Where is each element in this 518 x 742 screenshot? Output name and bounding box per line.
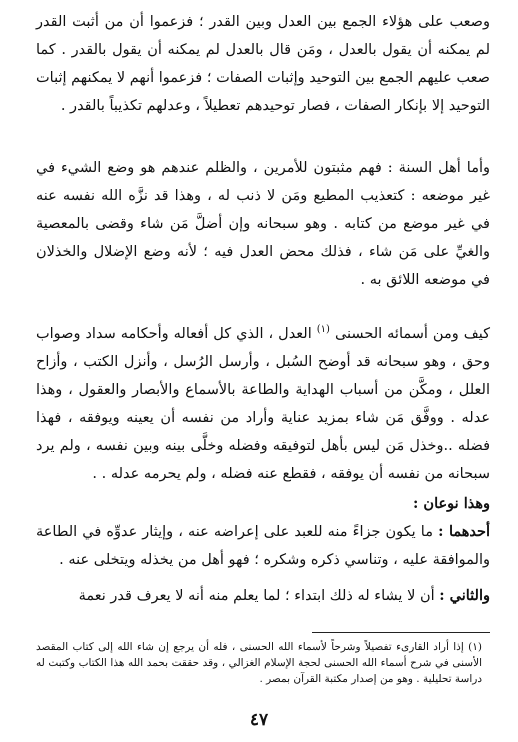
paragraph-6-lead: والثاني : [439, 587, 490, 604]
page-number: ٤٧ [249, 710, 269, 730]
footnote-reference: (١) [316, 324, 330, 335]
paragraph-6 [36, 582, 490, 610]
paragraph-5 [36, 518, 490, 574]
paragraph-3-start: كيف ومن أسمائه الحسنى [334, 325, 490, 342]
paragraph-5-text: ما يكون جزاءً منه للعبد على إعراضه عنه ، وإيثار عدوِّه في الطاعة والموافقة عليه ، وتناسي ذكره وشكره ؛ فهو أهل من يخذله ويتخلى عنه . [36, 524, 490, 568]
paragraph-3-rest: العدل ، الذي كل أفعاله وأحكامه سداد وصواب وحق ، وهو سبحانه قد أوضح السُبل ، وأرسل الرُسل ، وأنزل الكتب ، وأزاح العلل ، ومكَّن من أسباب الهداية والطاعة بالأسماع والأبصار والعقول ، وهذا عدله . ووفَّق مَن شاء بمزيد عناية وأراد من نفسه أن يعينه ويوفقه ، فهذا فضله ..وخذل مَن ليس بأهل لتوفيقه وفضله وخلَّى بينه وبين نفسه ، ولم يرد سبحانه من نفسه أن يوفقه ، فقطع عنه فضله ، ولم يحرمه عدله . . [36, 325, 490, 482]
paragraph-2: وأما أهل السنة : فهم مثبتون للأمرين ، والظلم عندهم هو وضع الشيء في غير موضعه : كتعذيب المطيع ومَن لا ذنب له ، وهذا قد نزَّه الله نفسه عنه في غير موضع من كتابه . وهو سبحانه وإن أضلَّ مَن شاء وقضى بالمعصية والغيِّ على مَن شاء ، فذلك محض العدل فيه ؛ لأنه وضع الإضلال والخذلان في موضعه اللائق به . [36, 160, 490, 288]
footnote-divider [312, 632, 490, 633]
paragraph-5-lead: أحدهما : [438, 523, 490, 540]
paragraph-6-text: أن لا يشاء له ذلك ابتداء ؛ لما يعلم منه أنه لا يعرف قدر نعمة [78, 588, 435, 604]
paragraph-1: وصعب على هؤلاء الجمع بين العدل وبين القدر ؛ فزعموا أن من أثبت القدر لم يمكنه أن يقول بالعدل ، ومَن قال بالعدل لم يمكنه أن يقول بالقدر . كما صعب عليهم الجمع بين التوحيد وإثبات الصفات ؛ فزعموا أنهم لا يمكنهم إثبات التوحيد إلا بإنكار الصفات ، فصار توحيدهم تعطيلاً ، وعدلهم تكذيباً بالقدر . [36, 14, 490, 114]
footnote: (١) إذا أراد القارىء تفصيلاً وشرحاً لأسماء الله الحسنى ، فله أن يرجع إن شاء الله إلى كتاب المقصد الأسنى في شرح أسماء الله الحسنى لحجة الإسلام الغزالي ، وقد حققت بحمد الله هذا الكتاب وكتبت له دراسة تحليلية . وهو من إصدار مكتبة القرآن بمصر . [36, 641, 482, 685]
paragraph-4: وهذا نوعان : [413, 495, 490, 512]
paragraph-3 [36, 316, 490, 488]
